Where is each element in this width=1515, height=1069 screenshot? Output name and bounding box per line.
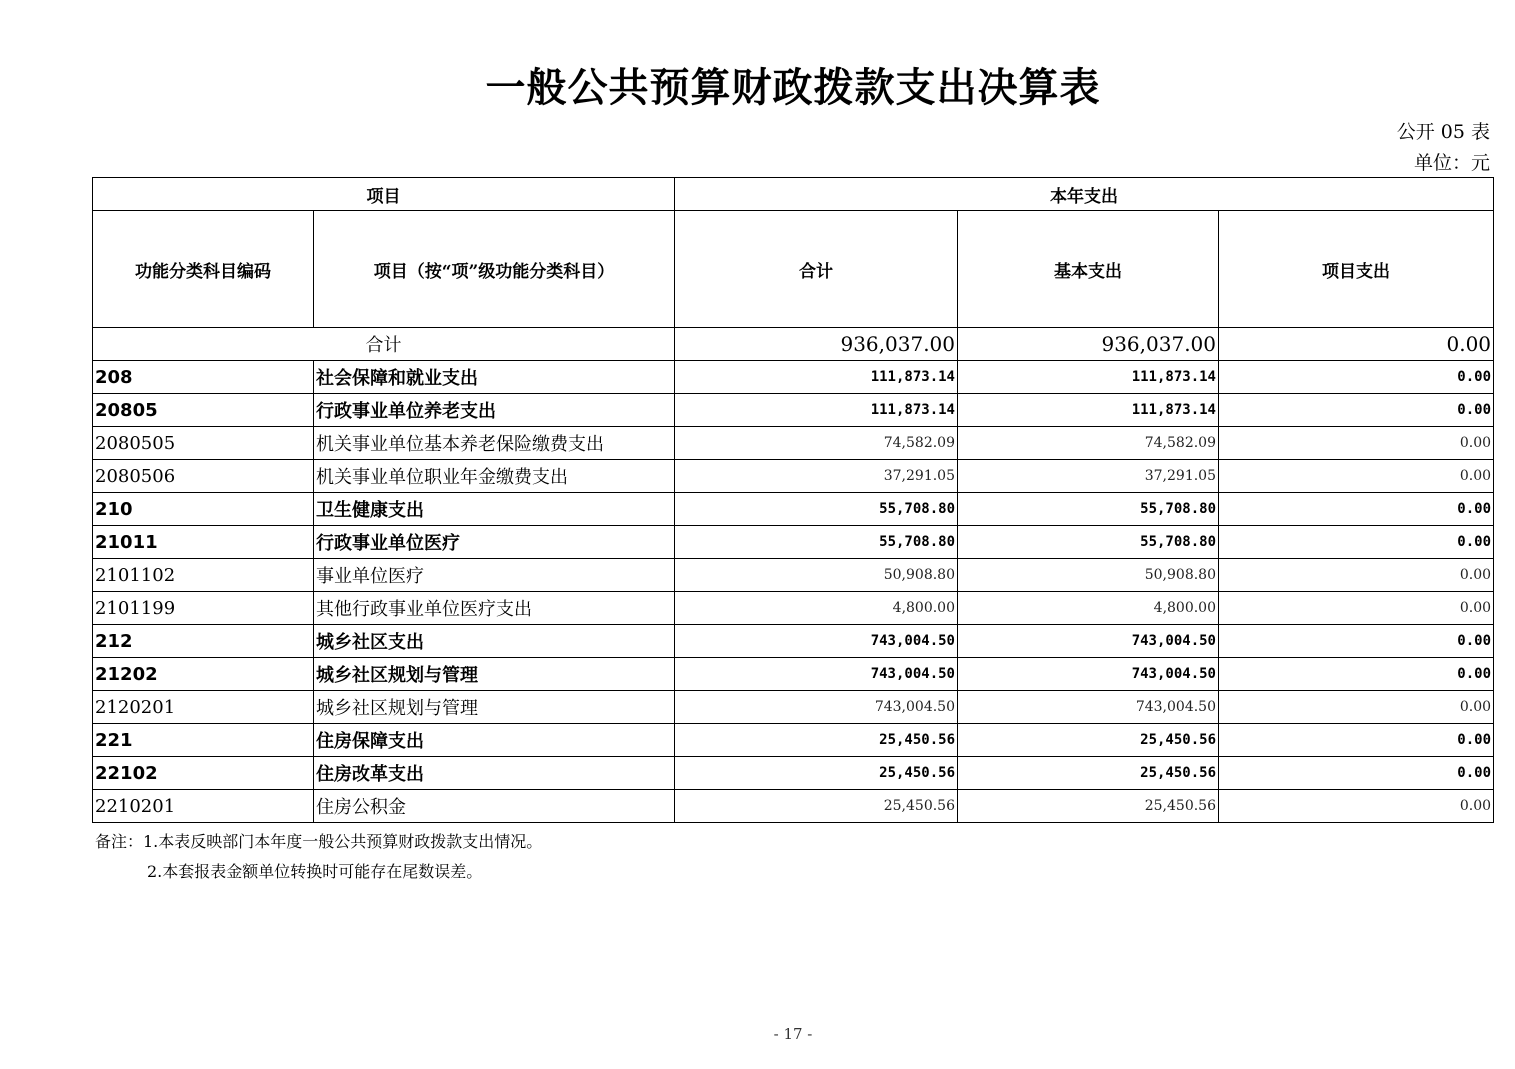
cell-code: 210 <box>93 493 314 526</box>
cell-basic: 743,004.50 <box>958 658 1219 691</box>
cell-code: 21011 <box>93 526 314 559</box>
table-row <box>93 658 1494 691</box>
cell-code: 221 <box>93 724 314 757</box>
cell-project: 0.00 <box>1219 559 1494 592</box>
cell-total: 50,908.80 <box>675 559 958 592</box>
cell-total: 743,004.50 <box>675 691 958 724</box>
cell-basic: 111,873.14 <box>958 394 1219 427</box>
cell-total: 743,004.50 <box>675 625 958 658</box>
table-row <box>93 493 1494 526</box>
cell-total: 25,450.56 <box>675 790 958 823</box>
cell-total: 4,800.00 <box>675 592 958 625</box>
cell-name: 卫生健康支出 <box>314 493 675 526</box>
table-row <box>93 559 1494 592</box>
cell-basic: 4,800.00 <box>958 592 1219 625</box>
cell-total: 25,450.56 <box>675 724 958 757</box>
cell-project: 0.00 <box>1219 790 1494 823</box>
header-current-year: 本年支出 <box>675 178 1494 211</box>
cell-name: 机关事业单位基本养老保险缴费支出 <box>314 427 675 460</box>
cell-project: 0.00 <box>1219 658 1494 691</box>
table-row <box>93 625 1494 658</box>
cell-project: 0.00 <box>1219 724 1494 757</box>
page-title: 一般公共预算财政拨款支出决算表 <box>485 64 1101 111</box>
cell-name: 行政事业单位养老支出 <box>314 394 675 427</box>
budget-table <box>92 177 1494 823</box>
cell-name: 其他行政事业单位医疗支出 <box>314 592 675 625</box>
cell-project: 0.00 <box>1219 394 1494 427</box>
cell-project: 0.00 <box>1219 691 1494 724</box>
cell-total: 74,582.09 <box>675 427 958 460</box>
cell-name: 住房公积金 <box>314 790 675 823</box>
header-item-name: 项目（按“项”级功能分类科目） <box>314 211 675 328</box>
cell-basic: 25,450.56 <box>958 790 1219 823</box>
cell-code: 212 <box>93 625 314 658</box>
cell-basic: 55,708.80 <box>958 526 1219 559</box>
unit-label: 单位：元 <box>1413 152 1490 174</box>
cell-code: 22102 <box>93 757 314 790</box>
table-row <box>93 460 1494 493</box>
total-project: 0.00 <box>1219 328 1494 361</box>
table-row <box>93 724 1494 757</box>
header-row-2 <box>93 211 1494 328</box>
header-code: 功能分类科目编码 <box>93 211 314 328</box>
cell-basic: 74,582.09 <box>958 427 1219 460</box>
cell-total: 55,708.80 <box>675 493 958 526</box>
cell-name: 机关事业单位职业年金缴费支出 <box>314 460 675 493</box>
cell-project: 0.00 <box>1219 361 1494 394</box>
cell-total: 111,873.14 <box>675 361 958 394</box>
cell-code: 2210201 <box>93 790 314 823</box>
cell-project: 0.00 <box>1219 592 1494 625</box>
cell-code: 2120201 <box>93 691 314 724</box>
total-basic: 936,037.00 <box>958 328 1219 361</box>
cell-project: 0.00 <box>1219 460 1494 493</box>
cell-total: 111,873.14 <box>675 394 958 427</box>
total-label: 合计 <box>93 328 675 361</box>
note-2: 2.本套报表金额单位转换时可能存在尾数误差。 <box>147 862 483 881</box>
cell-name: 城乡社区规划与管理 <box>314 658 675 691</box>
cell-basic: 25,450.56 <box>958 724 1219 757</box>
cell-project: 0.00 <box>1219 493 1494 526</box>
cell-code: 20805 <box>93 394 314 427</box>
cell-basic: 743,004.50 <box>958 625 1219 658</box>
cell-code: 2101199 <box>93 592 314 625</box>
cell-name: 城乡社区支出 <box>314 625 675 658</box>
page-number: - 17 - <box>773 1025 813 1043</box>
cell-basic: 55,708.80 <box>958 493 1219 526</box>
cell-name: 行政事业单位医疗 <box>314 526 675 559</box>
header-row-1 <box>93 178 1494 211</box>
table-row <box>93 592 1494 625</box>
header-total: 合计 <box>675 211 958 328</box>
cell-name: 社会保障和就业支出 <box>314 361 675 394</box>
cell-project: 0.00 <box>1219 526 1494 559</box>
cell-total: 743,004.50 <box>675 658 958 691</box>
table-row <box>93 691 1494 724</box>
table-row <box>93 526 1494 559</box>
cell-project: 0.00 <box>1219 757 1494 790</box>
cell-basic: 743,004.50 <box>958 691 1219 724</box>
cell-code: 21202 <box>93 658 314 691</box>
cell-code: 208 <box>93 361 314 394</box>
cell-basic: 37,291.05 <box>958 460 1219 493</box>
table-row <box>93 790 1494 823</box>
table-row <box>93 361 1494 394</box>
header-project-exp: 项目支出 <box>1219 211 1494 328</box>
cell-code: 2080506 <box>93 460 314 493</box>
cell-code: 2101102 <box>93 559 314 592</box>
cell-total: 37,291.05 <box>675 460 958 493</box>
cell-code: 2080505 <box>93 427 314 460</box>
cell-total: 55,708.80 <box>675 526 958 559</box>
cell-basic: 111,873.14 <box>958 361 1219 394</box>
form-number: 公开 05 表 <box>1396 121 1490 143</box>
cell-name: 城乡社区规划与管理 <box>314 691 675 724</box>
cell-project: 0.00 <box>1219 427 1494 460</box>
cell-name: 事业单位医疗 <box>314 559 675 592</box>
total-amount: 936,037.00 <box>675 328 958 361</box>
header-basic: 基本支出 <box>958 211 1219 328</box>
cell-project: 0.00 <box>1219 625 1494 658</box>
table-row <box>93 427 1494 460</box>
cell-total: 25,450.56 <box>675 757 958 790</box>
cell-name: 住房保障支出 <box>314 724 675 757</box>
cell-basic: 50,908.80 <box>958 559 1219 592</box>
note-1: 备注：1.本表反映部门本年度一般公共预算财政拨款支出情况。 <box>95 832 543 851</box>
total-row <box>93 328 1494 361</box>
table-row <box>93 757 1494 790</box>
cell-name: 住房改革支出 <box>314 757 675 790</box>
table-row <box>93 394 1494 427</box>
header-project: 项目 <box>93 178 675 211</box>
cell-basic: 25,450.56 <box>958 757 1219 790</box>
